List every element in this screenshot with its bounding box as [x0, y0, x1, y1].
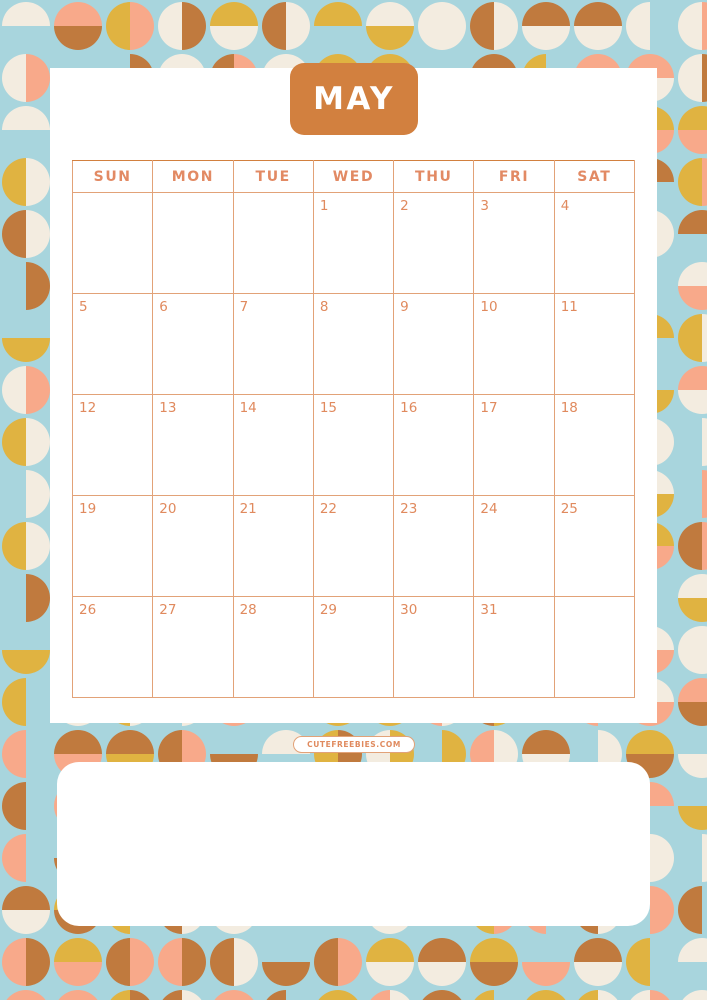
day-cell[interactable]: 6: [153, 294, 233, 395]
day-cell[interactable]: 27: [153, 597, 233, 698]
weekday-header-mon: MON: [153, 161, 233, 193]
weekday-header-wed: WED: [313, 161, 393, 193]
day-cell[interactable]: 13: [153, 395, 233, 496]
day-cell[interactable]: 18: [554, 395, 634, 496]
day-cell[interactable]: 29: [313, 597, 393, 698]
page-title: MAY: [313, 81, 395, 117]
day-cell[interactable]: 3: [474, 193, 554, 294]
day-cell[interactable]: 14: [233, 395, 313, 496]
day-cell[interactable]: 23: [394, 496, 474, 597]
day-cell[interactable]: 12: [73, 395, 153, 496]
day-cell[interactable]: 19: [73, 496, 153, 597]
month-title-badge: [290, 63, 418, 135]
day-cell[interactable]: 22: [313, 496, 393, 597]
day-cell[interactable]: 20: [153, 496, 233, 597]
day-cell[interactable]: 24: [474, 496, 554, 597]
day-cell[interactable]: 4: [554, 193, 634, 294]
calendar-grid: [72, 160, 635, 698]
day-cell[interactable]: [554, 597, 634, 698]
calendar-week-row: [73, 193, 635, 294]
day-cell[interactable]: [233, 193, 313, 294]
weekday-header-fri: FRI: [474, 161, 554, 193]
day-cell[interactable]: [73, 193, 153, 294]
day-cell[interactable]: 7: [233, 294, 313, 395]
watermark-badge: [293, 736, 415, 753]
day-cell[interactable]: 30: [394, 597, 474, 698]
day-cell[interactable]: 11: [554, 294, 634, 395]
day-cell[interactable]: [153, 193, 233, 294]
day-cell[interactable]: 31: [474, 597, 554, 698]
calendar-week-row: [73, 395, 635, 496]
weekday-header-thu: THU: [394, 161, 474, 193]
day-cell[interactable]: 28: [233, 597, 313, 698]
calendar-week-row: [73, 496, 635, 597]
day-cell[interactable]: 15: [313, 395, 393, 496]
day-cell[interactable]: 21: [233, 496, 313, 597]
calendar-week-row: [73, 597, 635, 698]
calendar-week-row: [73, 294, 635, 395]
day-cell[interactable]: 8: [313, 294, 393, 395]
weekday-header-tue: TUE: [233, 161, 313, 193]
weekday-header-sat: SAT: [554, 161, 634, 193]
day-cell[interactable]: 5: [73, 294, 153, 395]
calendar-header-row: [73, 161, 635, 193]
day-cell[interactable]: 2: [394, 193, 474, 294]
day-cell[interactable]: 10: [474, 294, 554, 395]
notes-box[interactable]: [57, 762, 650, 926]
day-cell[interactable]: 26: [73, 597, 153, 698]
day-cell[interactable]: 1: [313, 193, 393, 294]
watermark-label: CUTEFREEBIES.COM: [307, 740, 401, 749]
day-cell[interactable]: 9: [394, 294, 474, 395]
day-cell[interactable]: 25: [554, 496, 634, 597]
day-cell[interactable]: 17: [474, 395, 554, 496]
day-cell[interactable]: 16: [394, 395, 474, 496]
weekday-header-sun: SUN: [73, 161, 153, 193]
